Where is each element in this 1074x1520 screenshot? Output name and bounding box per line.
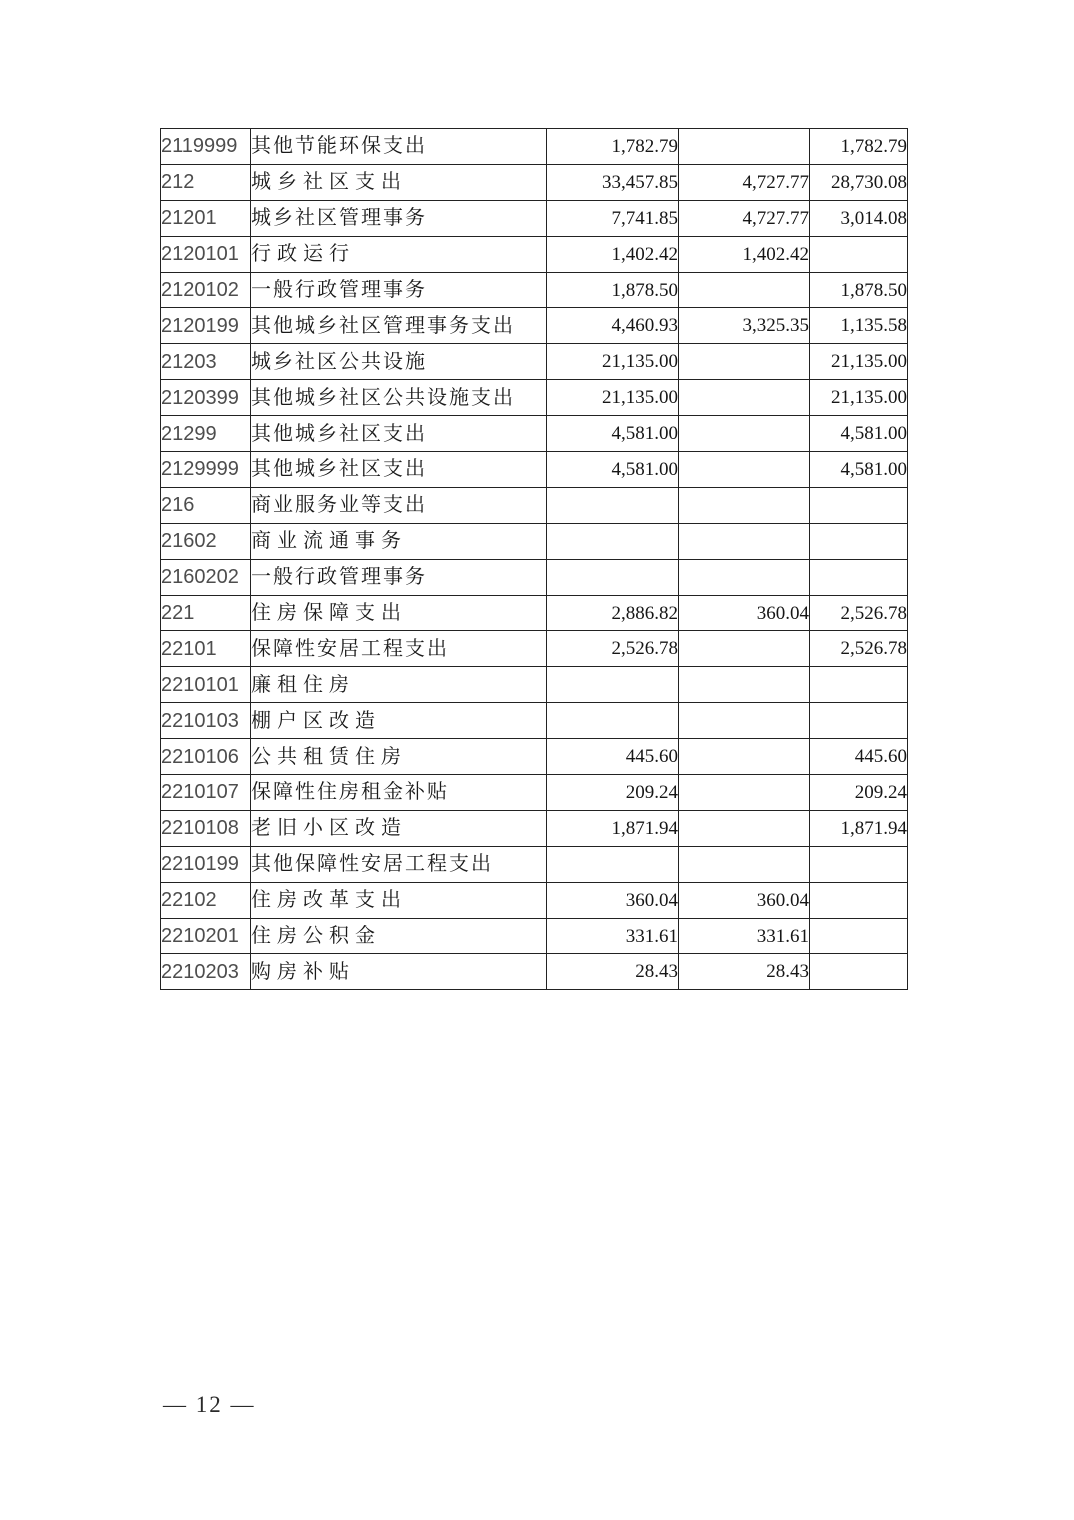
value-cell [679, 487, 810, 523]
value-cell [547, 846, 679, 882]
value-cell [679, 703, 810, 739]
code-cell: 21299 [161, 416, 251, 452]
value-cell: 1,135.58 [810, 308, 908, 344]
value-cell [810, 846, 908, 882]
value-cell [810, 954, 908, 990]
table-row [161, 810, 908, 846]
value-cell: 360.04 [547, 882, 679, 918]
budget-expenditure-table [160, 128, 908, 990]
name-cell: 城乡社区支出 [251, 164, 547, 200]
code-cell: 21602 [161, 523, 251, 559]
value-cell [547, 703, 679, 739]
value-cell [679, 380, 810, 416]
name-cell: 住房公积金 [251, 918, 547, 954]
table-row [161, 164, 908, 200]
value-cell [679, 272, 810, 308]
table-row [161, 236, 908, 272]
code-cell: 2119999 [161, 129, 251, 165]
name-cell: 公共租赁住房 [251, 739, 547, 775]
value-cell [810, 667, 908, 703]
value-cell: 331.61 [547, 918, 679, 954]
code-cell: 2210108 [161, 810, 251, 846]
table-row [161, 882, 908, 918]
value-cell: 1,782.79 [810, 129, 908, 165]
value-cell [679, 559, 810, 595]
value-cell: 21,135.00 [810, 344, 908, 380]
value-cell: 1,878.50 [810, 272, 908, 308]
value-cell [679, 416, 810, 452]
table-row [161, 308, 908, 344]
code-cell: 2210199 [161, 846, 251, 882]
value-cell: 4,581.00 [810, 452, 908, 488]
value-cell: 21,135.00 [547, 380, 679, 416]
code-cell: 2210203 [161, 954, 251, 990]
name-cell: 其他保障性安居工程支出 [251, 846, 547, 882]
table-row [161, 487, 908, 523]
name-cell: 一般行政管理事务 [251, 272, 547, 308]
name-cell: 其他城乡社区支出 [251, 452, 547, 488]
value-cell: 360.04 [679, 882, 810, 918]
value-cell [547, 667, 679, 703]
table-row [161, 918, 908, 954]
code-cell: 22101 [161, 631, 251, 667]
value-cell: 3,325.35 [679, 308, 810, 344]
table-row [161, 954, 908, 990]
value-cell: 4,581.00 [810, 416, 908, 452]
table-row [161, 595, 908, 631]
code-cell: 2120399 [161, 380, 251, 416]
table-row [161, 703, 908, 739]
value-cell: 2,526.78 [810, 631, 908, 667]
value-cell: 1,402.42 [679, 236, 810, 272]
value-cell [679, 846, 810, 882]
table-row [161, 667, 908, 703]
table-row [161, 380, 908, 416]
value-cell [679, 667, 810, 703]
value-cell: 445.60 [547, 739, 679, 775]
code-cell: 21203 [161, 344, 251, 380]
value-cell [679, 129, 810, 165]
value-cell [679, 810, 810, 846]
name-cell: 其他节能环保支出 [251, 129, 547, 165]
code-cell: 2120102 [161, 272, 251, 308]
value-cell: 360.04 [679, 595, 810, 631]
value-cell [679, 452, 810, 488]
value-cell: 1,878.50 [547, 272, 679, 308]
name-cell: 城乡社区公共设施 [251, 344, 547, 380]
value-cell: 331.61 [679, 918, 810, 954]
table-row [161, 559, 908, 595]
value-cell: 4,581.00 [547, 452, 679, 488]
value-cell: 28,730.08 [810, 164, 908, 200]
value-cell: 4,460.93 [547, 308, 679, 344]
page-number: — 12 — [163, 1392, 256, 1417]
name-cell: 其他城乡社区支出 [251, 416, 547, 452]
value-cell: 28.43 [679, 954, 810, 990]
name-cell: 一般行政管理事务 [251, 559, 547, 595]
name-cell: 购房补贴 [251, 954, 547, 990]
table-row [161, 452, 908, 488]
value-cell: 28.43 [547, 954, 679, 990]
name-cell: 住房保障支出 [251, 595, 547, 631]
table-row [161, 129, 908, 165]
value-cell: 1,402.42 [547, 236, 679, 272]
value-cell: 209.24 [810, 775, 908, 811]
table-row [161, 846, 908, 882]
code-cell: 2210107 [161, 775, 251, 811]
code-cell: 2210103 [161, 703, 251, 739]
code-cell: 2120101 [161, 236, 251, 272]
name-cell: 住房改革支出 [251, 882, 547, 918]
table-row [161, 272, 908, 308]
name-cell: 商业流通事务 [251, 523, 547, 559]
name-cell: 棚户区改造 [251, 703, 547, 739]
name-cell: 老旧小区改造 [251, 810, 547, 846]
code-cell: 216 [161, 487, 251, 523]
code-cell: 2210101 [161, 667, 251, 703]
value-cell: 3,014.08 [810, 200, 908, 236]
code-cell: 2210106 [161, 739, 251, 775]
value-cell: 21,135.00 [810, 380, 908, 416]
value-cell: 1,871.94 [810, 810, 908, 846]
value-cell [679, 775, 810, 811]
value-cell: 4,727.77 [679, 200, 810, 236]
name-cell: 其他城乡社区管理事务支出 [251, 308, 547, 344]
name-cell: 行政运行 [251, 236, 547, 272]
code-cell: 212 [161, 164, 251, 200]
value-cell: 21,135.00 [547, 344, 679, 380]
table-row [161, 523, 908, 559]
value-cell [679, 523, 810, 559]
value-cell [810, 918, 908, 954]
name-cell: 保障性安居工程支出 [251, 631, 547, 667]
value-cell [679, 631, 810, 667]
name-cell: 城乡社区管理事务 [251, 200, 547, 236]
code-cell: 22102 [161, 882, 251, 918]
code-cell: 221 [161, 595, 251, 631]
code-cell: 2210201 [161, 918, 251, 954]
value-cell [810, 882, 908, 918]
value-cell: 7,741.85 [547, 200, 679, 236]
table-row [161, 775, 908, 811]
table-row [161, 416, 908, 452]
code-cell: 2160202 [161, 559, 251, 595]
value-cell: 4,581.00 [547, 416, 679, 452]
value-cell: 1,782.79 [547, 129, 679, 165]
value-cell [547, 523, 679, 559]
name-cell: 廉租住房 [251, 667, 547, 703]
value-cell: 209.24 [547, 775, 679, 811]
table-row [161, 631, 908, 667]
table-row [161, 739, 908, 775]
value-cell: 445.60 [810, 739, 908, 775]
value-cell: 33,457.85 [547, 164, 679, 200]
value-cell [547, 559, 679, 595]
value-cell [810, 487, 908, 523]
value-cell: 2,526.78 [810, 595, 908, 631]
name-cell: 保障性住房租金补贴 [251, 775, 547, 811]
value-cell [547, 487, 679, 523]
value-cell [679, 739, 810, 775]
value-cell [810, 236, 908, 272]
name-cell: 商业服务业等支出 [251, 487, 547, 523]
table-row [161, 344, 908, 380]
value-cell [810, 559, 908, 595]
value-cell: 1,871.94 [547, 810, 679, 846]
value-cell [810, 703, 908, 739]
name-cell: 其他城乡社区公共设施支出 [251, 380, 547, 416]
value-cell [810, 523, 908, 559]
value-cell [679, 344, 810, 380]
budget-table-body [161, 129, 908, 990]
code-cell: 2120199 [161, 308, 251, 344]
value-cell: 2,526.78 [547, 631, 679, 667]
value-cell: 4,727.77 [679, 164, 810, 200]
code-cell: 2129999 [161, 452, 251, 488]
table-row [161, 200, 908, 236]
value-cell: 2,886.82 [547, 595, 679, 631]
code-cell: 21201 [161, 200, 251, 236]
